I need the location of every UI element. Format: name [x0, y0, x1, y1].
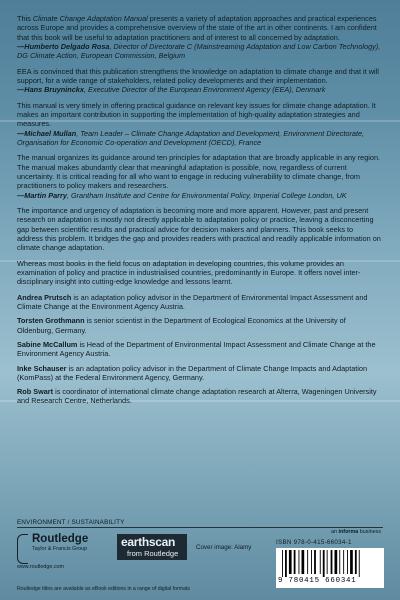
cover-text: [17, 14, 381, 411]
endorser-name: —Humberto Delgado Rosa: [17, 41, 110, 51]
endorsements: [17, 14, 381, 287]
author-description: is senior scientist in the Department of Ecological Economics at the University of Oldenburg, Germany.: [17, 316, 346, 335]
endorsement: [17, 259, 381, 287]
barcode-bar: [311, 550, 312, 574]
cover-footer: [0, 518, 400, 600]
barcode-bar: [282, 550, 283, 577]
barcode: [276, 548, 384, 588]
barcode-digits: 9 780415 660341: [278, 577, 357, 585]
endorser-title: , Team Leader – Climate Change Adaptation and Development, Environment Directorate, Organisation for Economic Co-operation and Development (OECD), France: [17, 128, 365, 147]
cover-credit: Cover image: Alamy: [196, 544, 252, 551]
author-name: Andrea Prutsch: [17, 292, 72, 302]
endorsement-text: EEA is convinced that this publication strengthens the knowledge on adaptation to climate change and that it will support, for a wide range of stakeholders, related policy developments and their implementation.: [17, 66, 379, 85]
endorsement: [17, 153, 381, 200]
author-bio: [17, 316, 381, 335]
endorsement-attribution: [17, 42, 380, 60]
book-title: Climate Change Adaptation Manual: [32, 14, 148, 23]
barcode-bar: [355, 550, 357, 574]
author-description: is an adaptation policy advisor in the Department of Climate Change Impacts and Adaptation (KomPass) at the Federal Environment Agency, Germany.: [17, 363, 368, 382]
endorsement-text: Whereas most books in the field focus on adaptation in developing countries, this volume provides an examination of policy and practice in industrialised countries, predominantly in Europe. It offers novel inter-disciplinary insight into cutting-edge knowledge and lessons learnt.: [17, 258, 361, 287]
barcode-bar: [350, 550, 353, 574]
routledge-tagline: Taylor & Francis Group: [32, 546, 88, 552]
barcode-bar: [285, 550, 287, 577]
endorsement: [17, 67, 381, 95]
endorsement: [17, 101, 381, 148]
subject-category: ENVIRONMENT / SUSTAINABILITY: [17, 519, 125, 526]
barcode-bar: [359, 550, 360, 577]
earthscan-logo: [117, 534, 187, 560]
endorser-title: , Executive Director of the European Environment Agency (EEA), Denmark: [83, 85, 326, 95]
endorsement-text: The manual organizes its guidance around ten principles for adaptation that are broadly applicable in any region. The manual makes abundantly clear that meaningful adaptation is possible, now, regardless of current uncertainty. It is critical reading for all who want to engage in reducing vulnerability to climate change, from practitioners to policy makers and researchers.: [17, 153, 381, 191]
informa-line: [331, 529, 381, 535]
endorsement-text: The importance and urgency of adaptation is becoming more and more apparent. However, past and present research on adaptation is mostly not directly applicable to adaptation policy or practice, leaving a disconcerting gap between scientific results and practical advice for decision makers and planners. This book seeks to address this problem. It bridges the gap and provides readers with practical and readily applicable information on climate change adaptation.: [17, 205, 381, 253]
author-bio: [17, 387, 381, 406]
ebook-note: Routledge titles are available as eBook editions in a range of digital formats: [17, 586, 191, 592]
barcode-bar: [323, 550, 325, 577]
footer-divider: [17, 527, 383, 528]
routledge-mark-icon: [17, 534, 28, 564]
barcode-bar: [320, 550, 321, 574]
endorser-name: —Michael Mullan: [17, 128, 77, 138]
endorser-title: , Grantham Institute and Centre for Environmental Policy, Imperial College London, UK: [66, 190, 347, 200]
barcode-bar: [343, 550, 344, 574]
informa-brand: informa: [338, 529, 359, 535]
author-name: Rob Swart: [17, 387, 54, 397]
author-bio: [17, 340, 381, 359]
author-name: Sabine McCallum: [17, 339, 78, 349]
endorser-title: , Director of Directorate C (Mainstreaming Adaptation and Low Carbon Technology), DG Climate Action, European Commission, Belgium: [17, 41, 381, 61]
barcode-bar: [331, 550, 333, 574]
barcode-bar: [339, 550, 340, 574]
informa-suffix: business: [358, 529, 382, 535]
endorsement: [17, 14, 381, 61]
endorsement-attribution: [17, 191, 347, 200]
informa-prefix: an: [331, 529, 339, 535]
barcode-bar: [327, 550, 328, 574]
endorsement-text: This: [17, 14, 33, 23]
author-bios: [17, 293, 381, 406]
endorsement-text: presents a variety of adaptation approaches and practical experiences across Europe and provides a comprehensive overview of the state of the art in other continents. I am confident that this book will be useful to adaptation practitioners and of interest to all concerned by adaptation.: [17, 14, 377, 42]
endorsement-attribution: [17, 85, 325, 94]
endorser-name: —Hans Bruyninckx: [17, 85, 84, 95]
routledge-logo: [17, 533, 107, 569]
isbn: ISBN 978-0-415-66034-1: [276, 539, 352, 546]
routledge-name: Routledge: [32, 533, 89, 545]
author-name: Torsten Grothmann: [17, 316, 85, 326]
earthscan-name: earthscan: [121, 535, 175, 549]
author-description: is an adaptation policy advisor in the Department of Environmental Impact Assessment and Climate Change at the Environment Agency Austria.: [17, 292, 368, 311]
endorsement: [17, 206, 381, 253]
barcode-bar: [307, 550, 308, 574]
barcode-bar: [289, 550, 292, 574]
endorsement-attribution: [17, 129, 364, 147]
routledge-url: www.routledge.com: [17, 564, 65, 570]
endorser-name: —Martin Parry: [17, 190, 67, 200]
barcode-bar: [314, 550, 316, 574]
barcode-bar: [347, 550, 348, 574]
barcode-bar: [302, 550, 305, 574]
barcode-bar: [294, 550, 296, 574]
author-description: is Head of the Department of Environmental Impact Assessment and Climate Change at the Environment Agency Austria.: [17, 339, 376, 359]
endorsement-text: This manual is very timely in offering practical guidance on relevant key issues for climate change adaptation. It makes an important contribution in supporting the implementation of high-quality adaptation strategies and measures.: [17, 100, 376, 129]
author-bio: [17, 293, 381, 312]
barcode-bar: [299, 550, 300, 574]
barcode-bar: [335, 550, 338, 574]
author-description: is coordinator of international climate change adaptation research at Alterra, Wageningen University and Research Centre, Netherlands.: [17, 387, 377, 406]
barcode-bars: [280, 550, 380, 577]
author-name: Inke Schauser: [17, 363, 67, 373]
earthscan-sub: from Routledge: [127, 549, 179, 558]
author-bio: [17, 364, 381, 383]
